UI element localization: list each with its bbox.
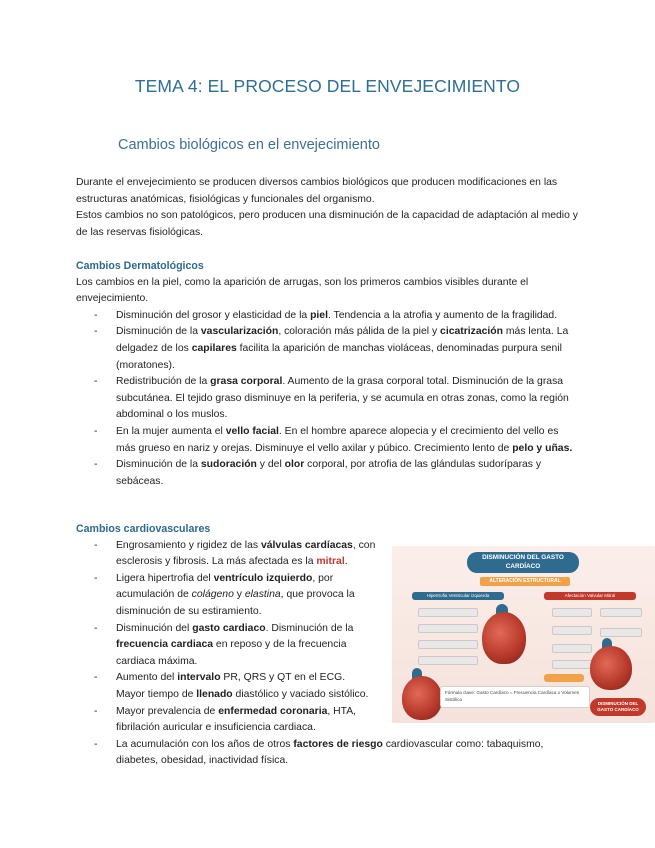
infographic-step: [600, 608, 642, 617]
list-item: - Disminución del gasto cardiaco. Disminución de la frecuencia cardiaca en reposo y de la frecuencia cardiaca máxima.: [76, 621, 376, 671]
infographic-step: [552, 608, 592, 617]
dermato-section: [76, 258, 580, 490]
list-item: - Aumento del intervalo PR, QRS y QT en el ECG. Mayor tiempo de llenado diastólico y vaciado sistólico.: [76, 670, 376, 703]
dermato-heading: Cambios Dermatológicos: [76, 260, 204, 272]
intro-paragraph-2: Estos cambios no son patológicos, pero producen una disminución de la capacidad de adaptación al medio y de las reservas fisiológicas.: [76, 210, 578, 238]
intro-paragraph-1: Durante el envejecimiento se producen diversos cambios biológicos que producen modificaciones en las estructuras anatómicas, fisiológicas y funcionales del organismo.: [76, 177, 558, 205]
heart-illustration: [590, 646, 632, 690]
infographic-step: [600, 628, 642, 637]
intro-text: [76, 175, 580, 241]
list-item: - La acumulación con los años de otros factores de riesgo cardiovascular como: tabaquismo, diabetes, obesidad, inactividad física.: [76, 737, 580, 770]
list-item: - Disminución de la sudoración y del olor corporal, por atrofia de las glándulas sudoríparas y sebáceas.: [76, 457, 580, 490]
list-item: - Redistribución de la grasa corporal. Aumento de la grasa corporal total. Disminución de la grasa subcutánea. El tejido graso disminuye en la periferia, y se acumula en otras zonas, como la región abdominal o los muslos.: [76, 374, 580, 424]
list-item: - Disminución de la vascularización, coloración más pálida de la piel y cicatrización más lenta. La delgadez de los capilares facilita la aparición de manchas violáceas, denominadas purpura senil (moratones).: [76, 324, 580, 374]
infographic-orange-tag: [544, 674, 584, 682]
heart-illustration: [402, 676, 442, 720]
list-item: - Mayor prevalencia de enfermedad coronaria, HTA, fibrilación auricular e insuficiencia cardiaca.: [76, 704, 376, 737]
section-subtitle: Cambios biológicos en el envejecimiento: [118, 137, 380, 153]
page-title: TEMA 4: EL PROCESO DEL ENVEJECIMIENTO: [134, 76, 521, 96]
cardio-heading: Cambios cardiovasculares: [76, 523, 211, 535]
infographic-right-box: Afectación Valvular Mitral: [544, 592, 636, 600]
infographic-step: [552, 644, 592, 653]
list-item: - Disminución del grosor y elasticidad de la piel. Tendencia a la atrofia y aumento de la fragilidad.: [76, 308, 580, 325]
dermato-intro: Los cambios en la piel, como la aparición de arrugas, son los primeros cambios visibles durante el envejecimiento.: [76, 276, 529, 305]
infographic-step: [418, 656, 478, 665]
infographic-band: ALTERACIÓN ESTRUCTURAL: [480, 577, 570, 586]
infographic-step: [418, 640, 478, 649]
cardiac-output-infographic: [392, 546, 655, 723]
infographic-formula: Fórmula clave: Gasto Cardíaco = Frecuencia Cardíaca x Volumen Sistólico: [440, 686, 590, 708]
heart-illustration: [482, 612, 526, 664]
list-item: - En la mujer aumenta el vello facial. En el hombre aparece alopecia y el crecimiento del vello es más grueso en nariz y orejas. Disminuye el vello axilar y púbico. Crecimiento lento de pelo y uñas.: [76, 424, 580, 457]
infographic-left-box: Hipertrofia Ventricular izquierda: [412, 592, 504, 600]
infographic-step: [418, 624, 478, 633]
infographic-result-badge: DISMINUCIÓN DEL GASTO CARDÍACO: [590, 698, 646, 716]
list-item: - Engrosamiento y rigidez de las válvulas cardíacas, con esclerosis y fibrosis. La más afectada es la mitral.: [76, 538, 376, 571]
infographic-step: [552, 626, 592, 635]
list-item: - Ligera hipertrofia del ventrículo izquierdo, por acumulación de colágeno y elastina, que provoca la disminución de su estiramiento.: [76, 571, 376, 621]
infographic-title: DISMINUCIÓN DEL GASTO CARDÍACO: [467, 552, 579, 573]
dermato-list: [76, 308, 580, 491]
infographic-step: [418, 608, 478, 617]
